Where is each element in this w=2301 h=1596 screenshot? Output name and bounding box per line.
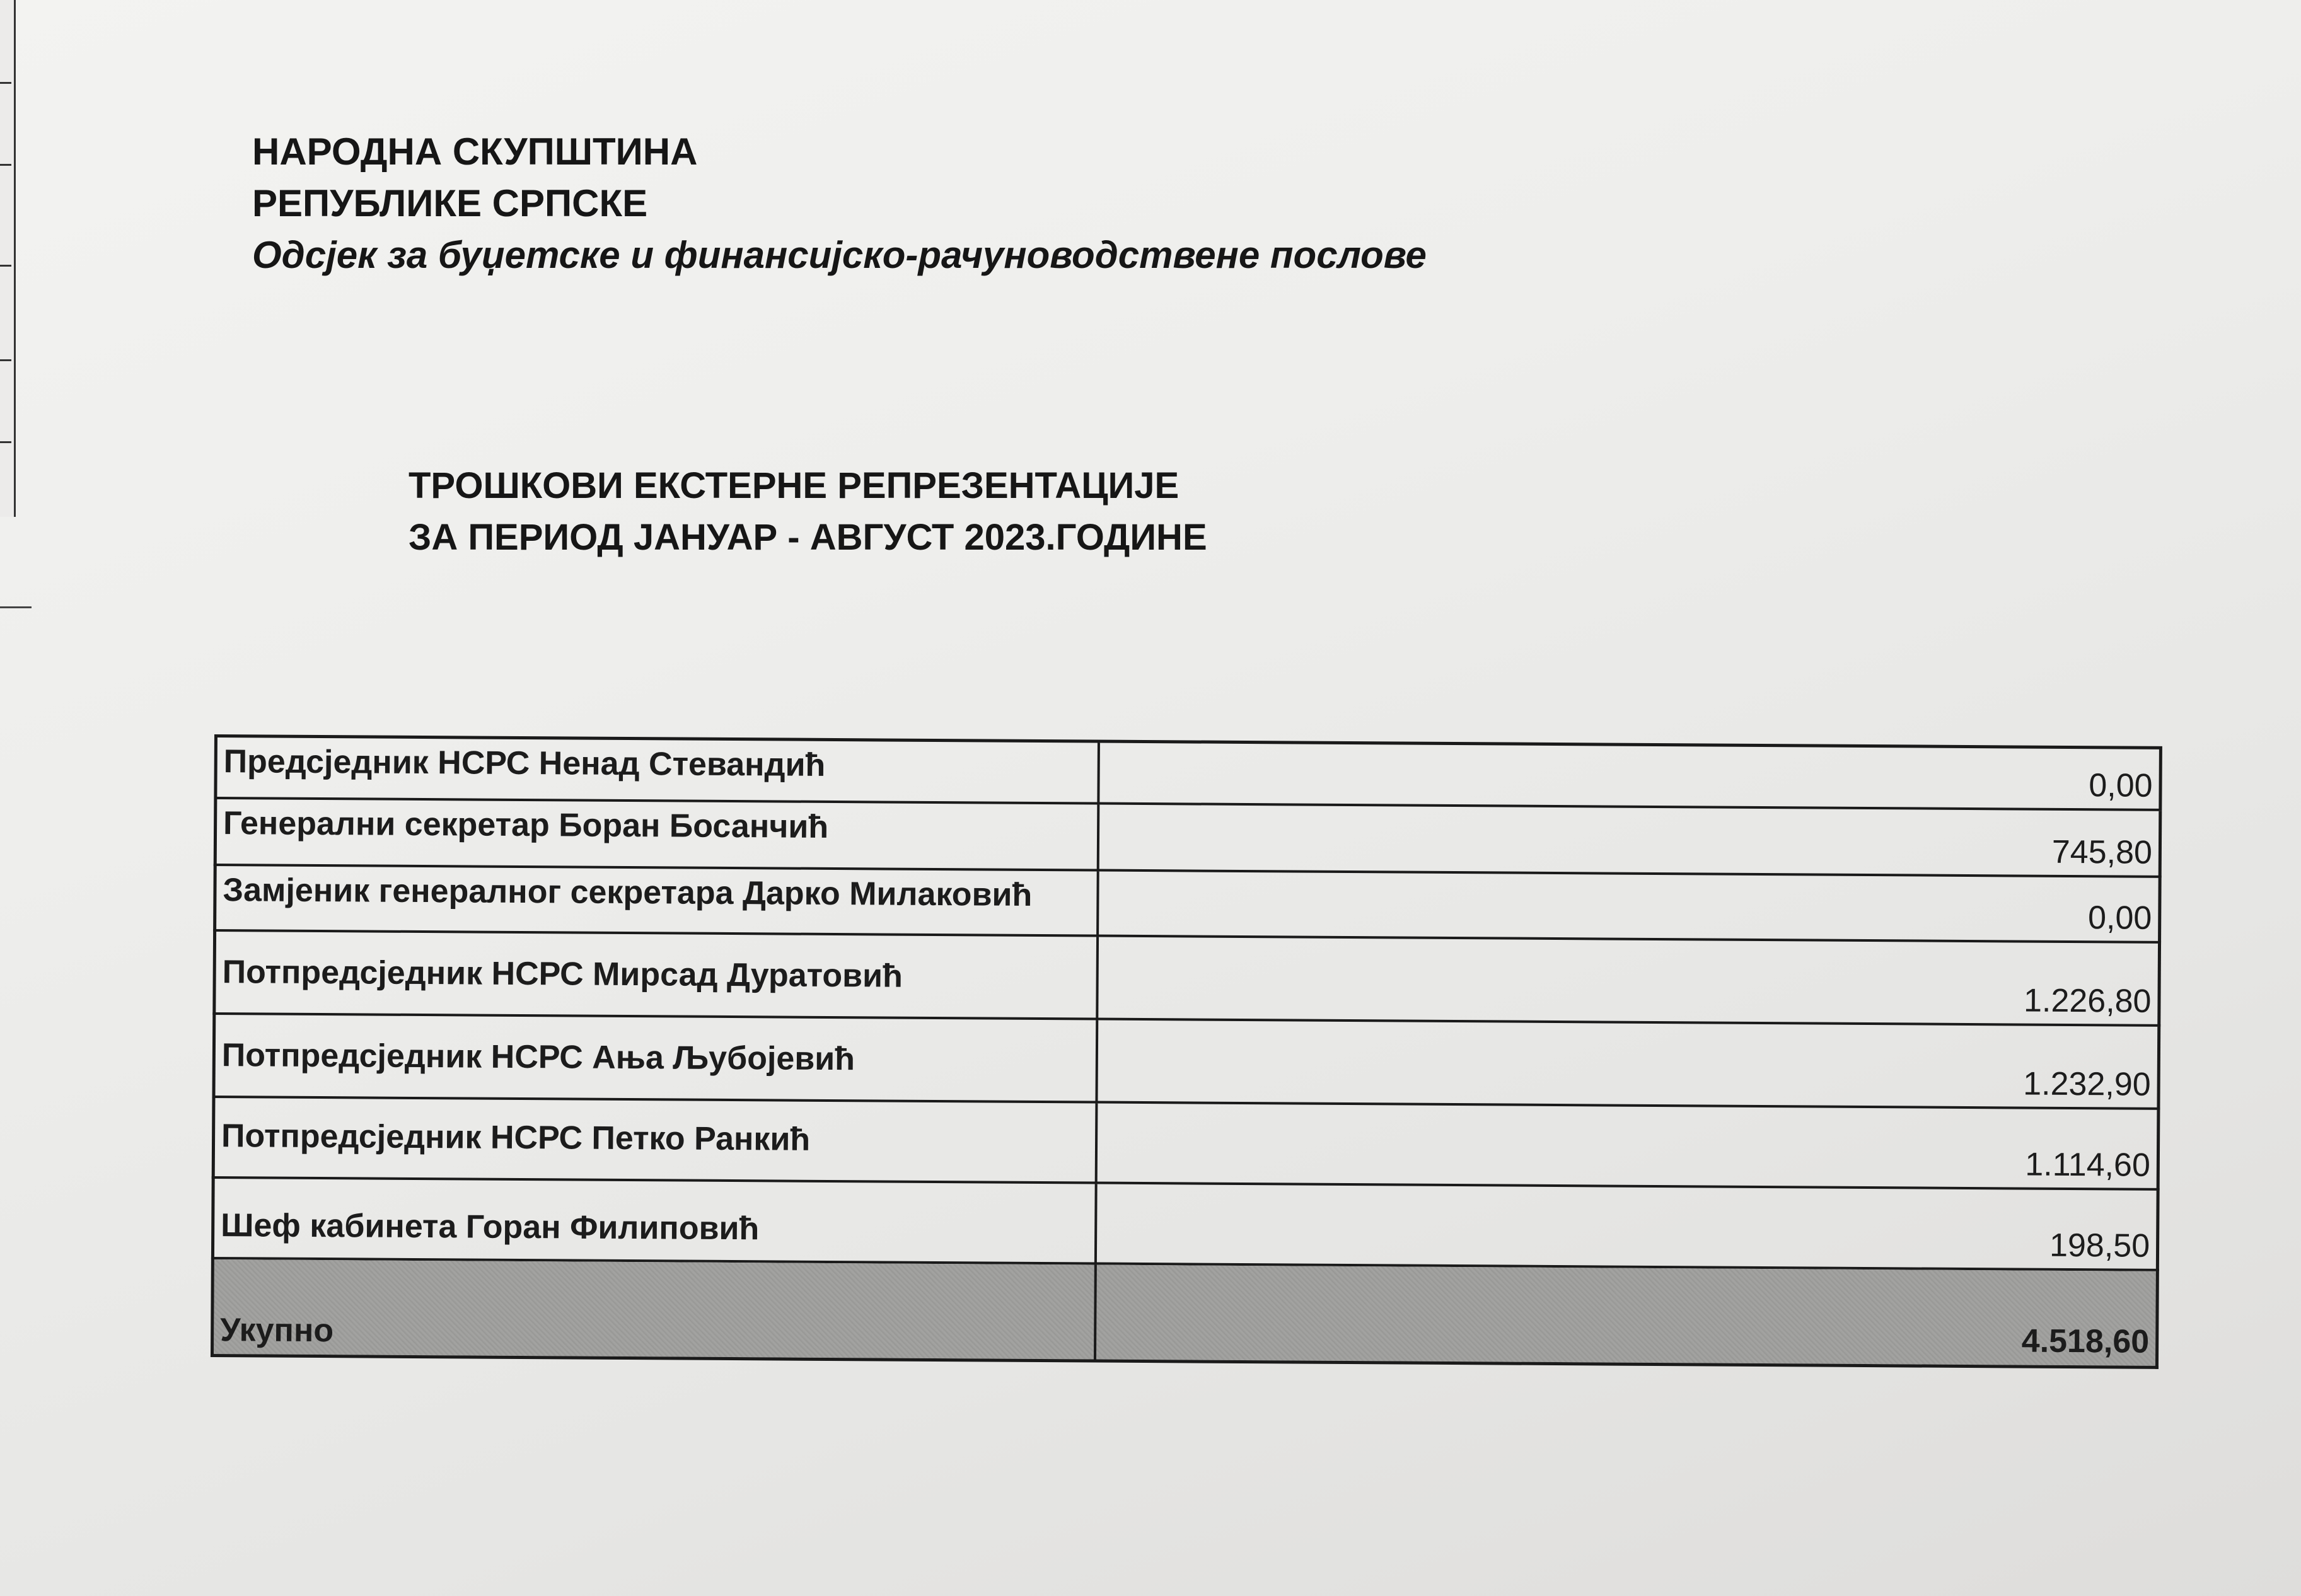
department-name: Одсјек за буџетске и финансијско-рачуноводствене послове (252, 234, 1427, 276)
adjacent-sheet-line (0, 606, 32, 608)
title-line1: ТРОШКОВИ ЕКСТЕРНЕ РЕПРЕЗЕНТАЦИЈЕ (409, 465, 1179, 506)
table-row (212, 1098, 2160, 1191)
title-line2: ЗА ПЕРИОД ЈАНУАР - АВГУСТ 2023.ГОДИНЕ (409, 517, 1207, 558)
document-header (252, 126, 1427, 281)
total-row (211, 1259, 2159, 1369)
row-name: Потпредсједник НСРС Мирсад Дуратовић (216, 932, 1099, 1018)
row-amount: 0,00 (2089, 767, 2153, 804)
row-name: Замјеник генералног секретара Дарко Милаковић (216, 866, 1099, 935)
table-row (212, 1015, 2160, 1110)
row-name: Потпредсједник НСРС Ања Љубојевић (215, 1015, 1098, 1101)
row-amount: 0,00 (2087, 899, 2152, 937)
org-name-line1: НАРОДНА СКУПШТИНА (252, 130, 698, 173)
org-name-line2: РЕПУБЛИКЕ СРПСКЕ (252, 182, 648, 224)
adjacent-sheet-edge (0, 0, 16, 517)
row-amount: 1.226,80 (2023, 982, 2152, 1020)
table-row (211, 1179, 2160, 1271)
row-amount: 1.232,90 (2023, 1065, 2151, 1103)
total-amount: 4.518,60 (2021, 1322, 2150, 1360)
row-amount: 745,80 (2051, 833, 2153, 871)
row-amount: 1.114,60 (2025, 1146, 2151, 1184)
row-name: Генерални секретар Боран Босанчић (217, 799, 1100, 869)
row-name: Потпредсједник НСРС Петко Ранкић (215, 1098, 1098, 1182)
table-row (214, 734, 2162, 811)
row-name: Шеф кабинета Горан Филиповић (214, 1179, 1098, 1263)
cost-table (211, 734, 2162, 1369)
table-row (212, 932, 2161, 1027)
table-row (214, 799, 2162, 878)
document-title (409, 460, 1207, 564)
table-row (213, 866, 2162, 944)
total-label: Укупно (214, 1259, 1097, 1360)
row-amount: 198,50 (2049, 1227, 2150, 1264)
row-name: Предсједник НСРС Ненад Стевандић (217, 737, 1100, 802)
